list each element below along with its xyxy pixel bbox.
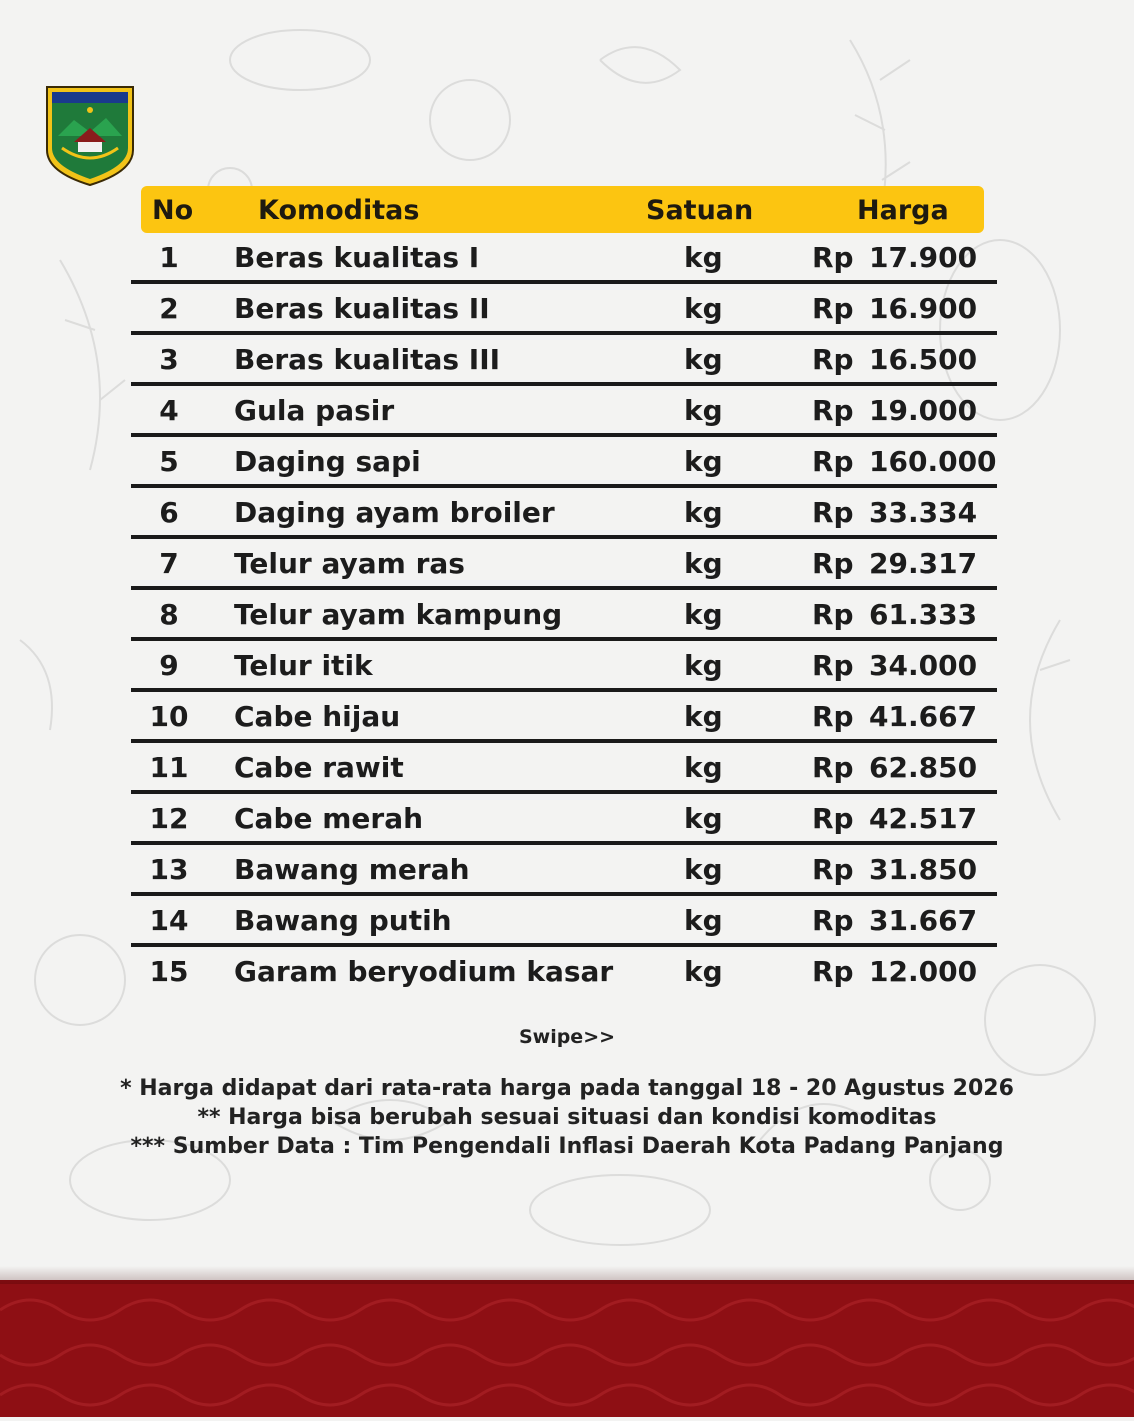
row-currency: Rp: [812, 496, 854, 529]
table-row: [131, 284, 997, 335]
header-no: No: [152, 195, 194, 226]
row-komoditas: Beras kualitas I: [234, 241, 480, 274]
row-harga: 42.517: [869, 802, 978, 835]
row-no: 2: [159, 292, 179, 325]
table-row: [131, 488, 997, 539]
row-no: 3: [159, 343, 179, 376]
row-satuan: kg: [684, 853, 723, 886]
row-satuan: kg: [684, 904, 723, 937]
row-komoditas: Cabe merah: [234, 802, 424, 835]
table-row: [131, 539, 997, 590]
table-row: [131, 794, 997, 845]
row-currency: Rp: [812, 241, 854, 274]
row-no: 13: [149, 853, 189, 886]
row-komoditas: Beras kualitas II: [234, 292, 490, 325]
bottom-decorative-band: [0, 1280, 1134, 1417]
footnote-2: ** Harga bisa berubah sesuai situasi dan kondisi komoditas: [197, 1105, 937, 1130]
row-satuan: kg: [684, 496, 723, 529]
table-row: [131, 386, 997, 437]
row-satuan: kg: [684, 955, 723, 988]
price-table: [131, 186, 997, 998]
table-row: [131, 590, 997, 641]
row-currency: Rp: [812, 802, 854, 835]
city-emblem-logo: [44, 84, 136, 188]
table-row: [131, 641, 997, 692]
table-row: [131, 335, 997, 386]
row-harga: 62.850: [869, 751, 978, 784]
row-harga: 41.667: [869, 700, 978, 733]
row-satuan: kg: [684, 241, 723, 274]
row-komoditas: Cabe hijau: [234, 700, 401, 733]
row-harga: 16.500: [869, 343, 978, 376]
row-harga: 29.317: [869, 547, 978, 580]
row-currency: Rp: [812, 955, 854, 988]
row-currency: Rp: [812, 649, 854, 682]
row-satuan: kg: [684, 547, 723, 580]
row-satuan: kg: [684, 292, 723, 325]
row-komoditas: Cabe rawit: [234, 751, 404, 784]
row-currency: Rp: [812, 445, 854, 478]
row-harga: 31.850: [869, 853, 978, 886]
row-harga: 160.000: [869, 445, 997, 478]
row-harga: 17.900: [869, 241, 978, 274]
row-komoditas: Telur itik: [234, 649, 373, 682]
row-no: 5: [159, 445, 179, 478]
row-currency: Rp: [812, 598, 854, 631]
row-currency: Rp: [812, 700, 854, 733]
table-row: [131, 233, 997, 284]
row-komoditas: Garam beryodium kasar: [234, 955, 614, 988]
row-no: 10: [149, 700, 189, 733]
header-komoditas: Komoditas: [258, 195, 420, 226]
table-body: [131, 233, 997, 998]
band-pattern: [0, 1280, 1134, 1417]
header-satuan: Satuan: [646, 195, 754, 226]
footnotes: [0, 1074, 1134, 1161]
row-currency: Rp: [812, 292, 854, 325]
row-currency: Rp: [812, 547, 854, 580]
header-harga: Harga: [857, 195, 949, 226]
row-no: 15: [149, 955, 189, 988]
row-harga: 12.000: [869, 955, 978, 988]
row-no: 14: [149, 904, 189, 937]
table-row: [131, 437, 997, 488]
row-komoditas: Telur ayam ras: [234, 547, 465, 580]
row-no: 11: [149, 751, 189, 784]
row-currency: Rp: [812, 853, 854, 886]
row-komoditas: Telur ayam kampung: [234, 598, 563, 631]
table-row: [131, 743, 997, 794]
row-no: 9: [159, 649, 179, 682]
row-currency: Rp: [812, 751, 854, 784]
row-satuan: kg: [684, 445, 723, 478]
row-harga: 19.000: [869, 394, 978, 427]
table-row: [131, 896, 997, 947]
row-satuan: kg: [684, 598, 723, 631]
table-row: [131, 845, 997, 896]
table-row: [131, 692, 997, 743]
row-komoditas: Beras kualitas III: [234, 343, 501, 376]
row-currency: Rp: [812, 904, 854, 937]
row-harga: 16.900: [869, 292, 978, 325]
row-harga: 34.000: [869, 649, 978, 682]
swipe-hint: Swipe>>: [518, 1026, 616, 1048]
footnote-3: *** Sumber Data : Tim Pengendali Inflasi Daerah Kota Padang Panjang: [130, 1134, 1004, 1159]
row-komoditas: Daging ayam broiler: [234, 496, 555, 529]
row-satuan: kg: [684, 700, 723, 733]
row-currency: Rp: [812, 394, 854, 427]
row-komoditas: Bawang putih: [234, 904, 452, 937]
row-satuan: kg: [684, 751, 723, 784]
row-no: 7: [159, 547, 179, 580]
row-komoditas: Gula pasir: [234, 394, 395, 427]
row-no: 6: [159, 496, 179, 529]
row-harga: 33.334: [869, 496, 978, 529]
table-header: [141, 186, 984, 233]
row-no: 1: [159, 241, 179, 274]
row-no: 12: [149, 802, 189, 835]
row-harga: 61.333: [869, 598, 978, 631]
row-currency: Rp: [812, 343, 854, 376]
row-no: 8: [159, 598, 179, 631]
row-satuan: kg: [684, 394, 723, 427]
row-komoditas: Daging sapi: [234, 445, 421, 478]
row-harga: 31.667: [869, 904, 978, 937]
row-no: 4: [159, 394, 179, 427]
table-row: [131, 947, 997, 998]
row-satuan: kg: [684, 802, 723, 835]
row-satuan: kg: [684, 649, 723, 682]
footnote-1: * Harga didapat dari rata-rata harga pada tanggal 18 - 20 Agustus 2026: [120, 1076, 1014, 1101]
row-komoditas: Bawang merah: [234, 853, 470, 886]
row-satuan: kg: [684, 343, 723, 376]
